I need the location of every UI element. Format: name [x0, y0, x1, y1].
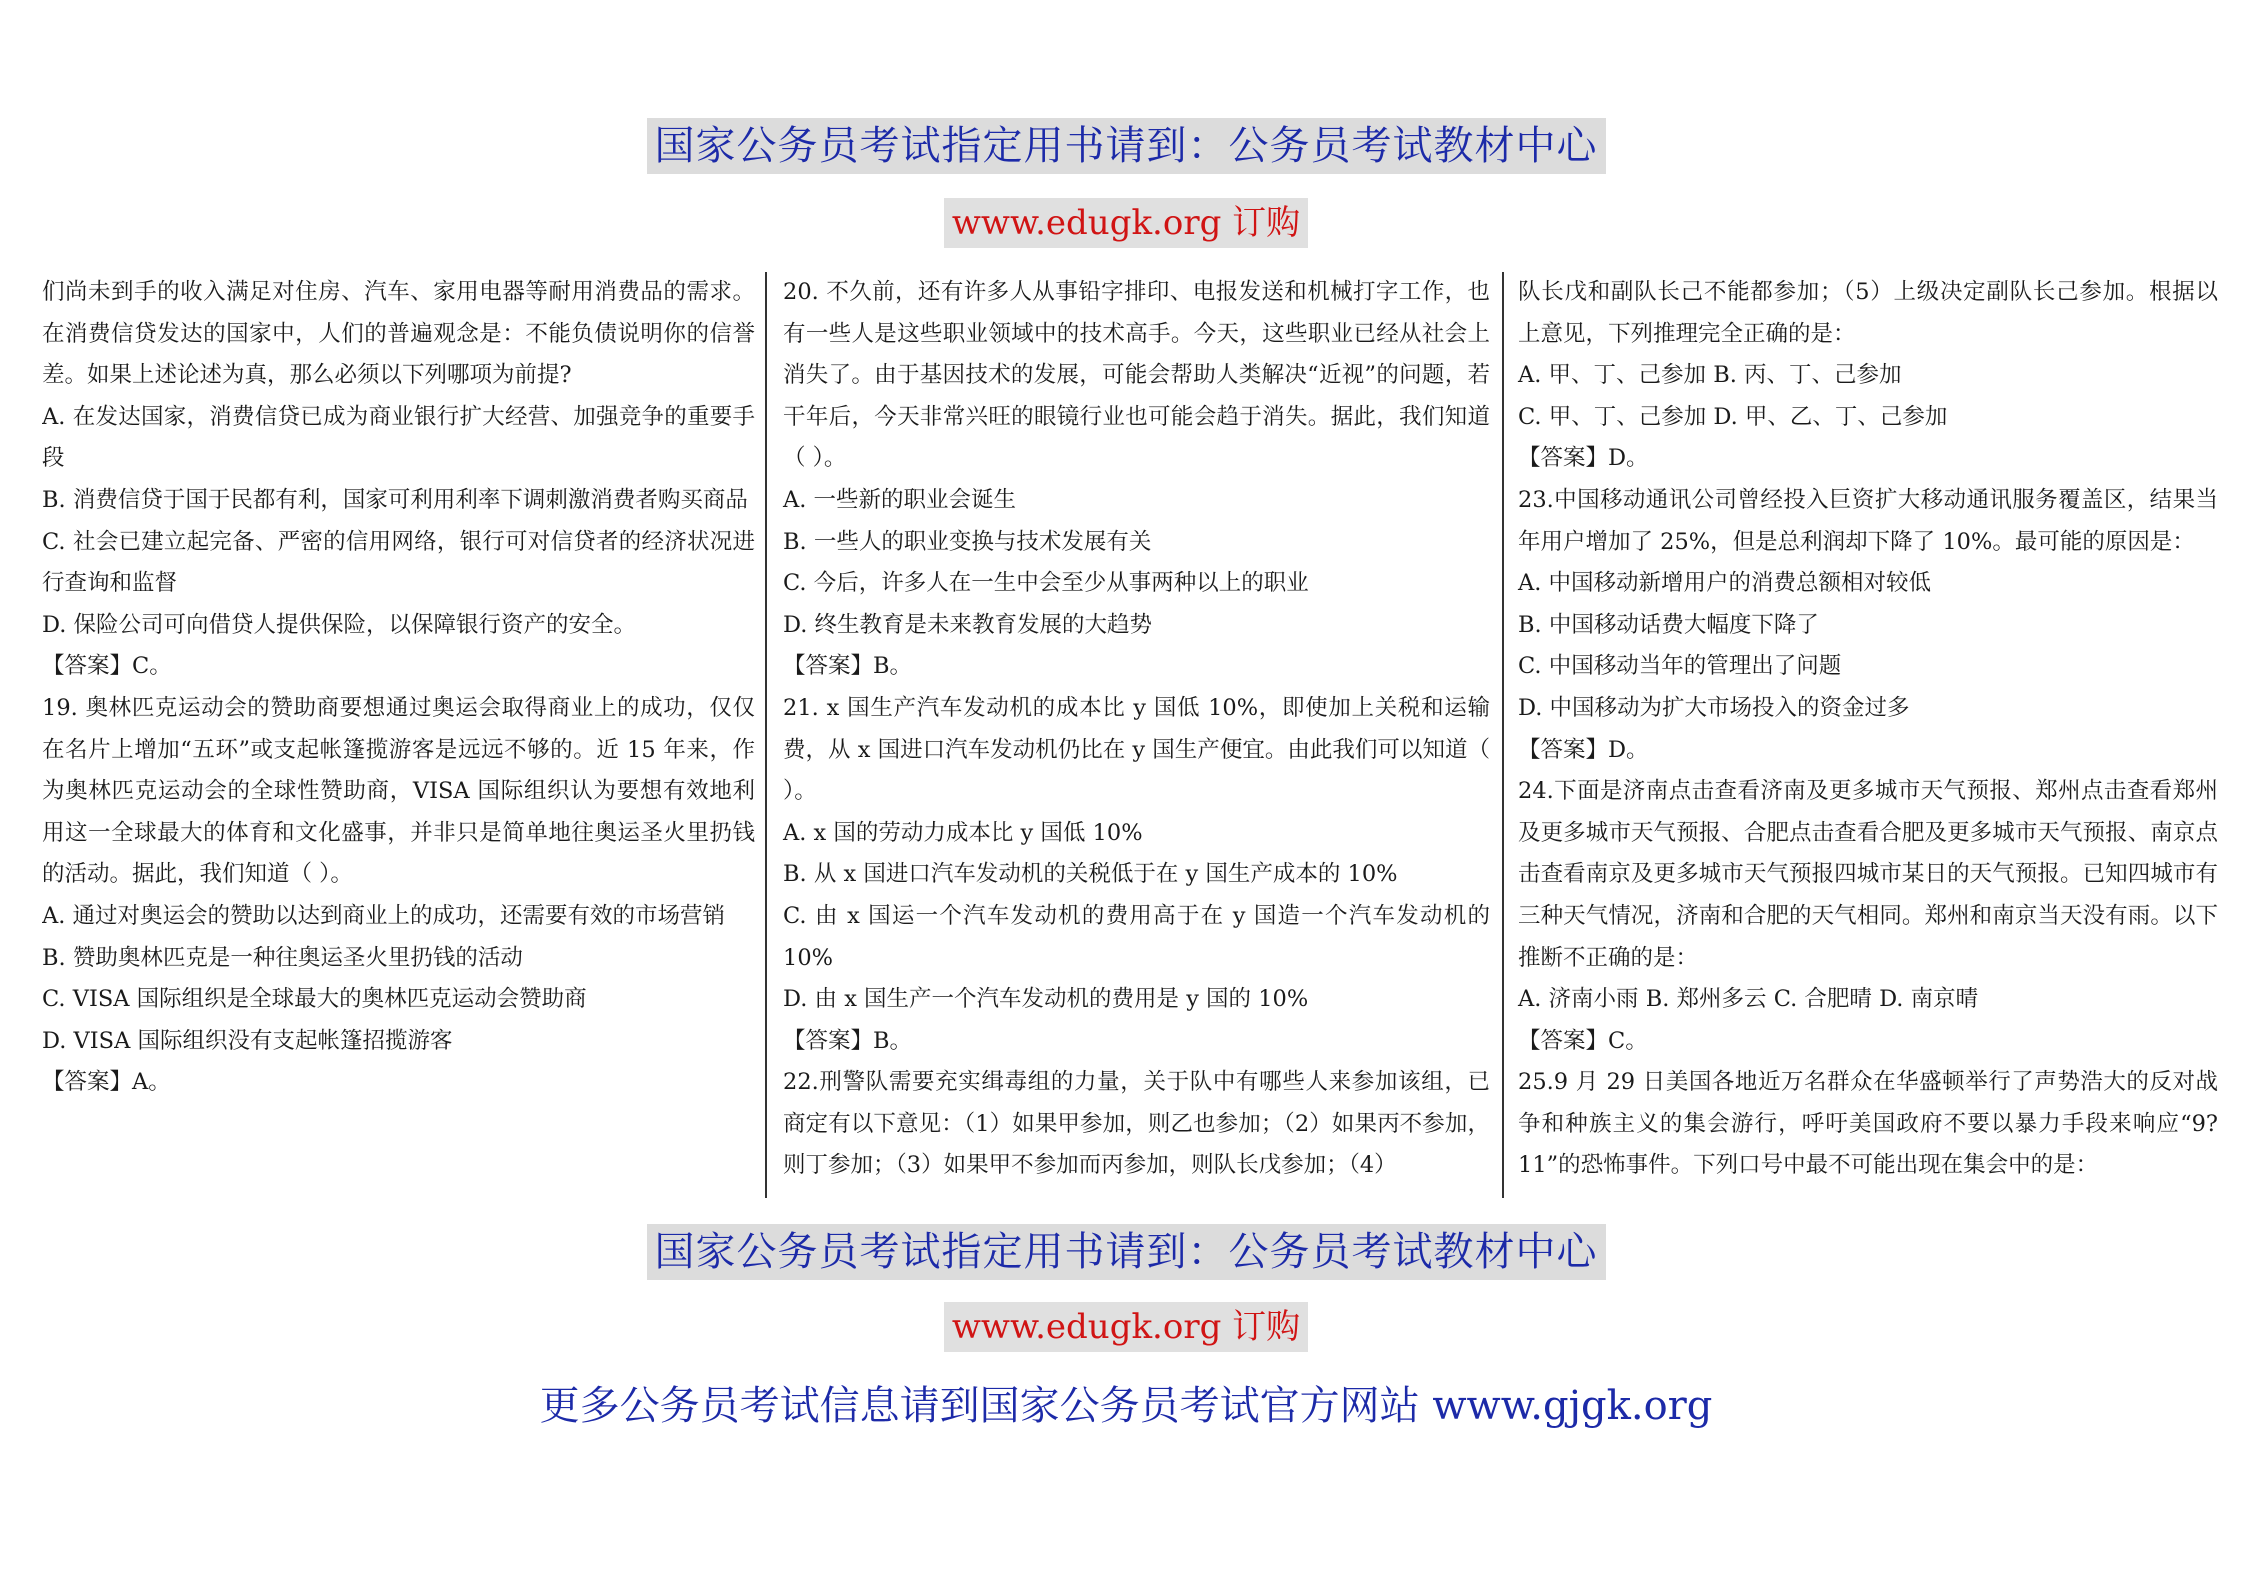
paragraph: 22.刑警队需要充实缉毒组的力量，关于队中有哪些人来参加该组，已商定有以下意见：（1）如果甲参加，则乙也参加；（2）如果丙不参加，则丁参加；（3）如果甲不参加而丙参加，则队长戊参加；（4） — [783, 1069, 1490, 1179]
paragraph: D. 终生教育是未来教育发展的大趋势 — [783, 611, 1153, 638]
paragraph: D. 保险公司可向借贷人提供保险，以保障银行资产的安全。 — [42, 611, 637, 638]
paragraph: 24.下面是济南点击查看济南及更多城市天气预报、郑州点击查看郑州及更多城市天气预报、合肥点击查看合肥及更多城市天气预报、南京点击查看南京及更多城市天气预报四城市某日的天气预报。已知四城市有三种天气情况，济南和合肥的天气相同。郑州和南京当天没有雨。以下推断不正确的是： — [1518, 778, 2218, 971]
paragraph: 【答案】D。 — [1518, 445, 1649, 472]
paragraph: A. 甲、丁、己参加 B. 丙、丁、己参加 — [1518, 362, 1902, 389]
paragraph: 队长戊和副队长己不能都参加；（5）上级决定副队长己参加。根据以上意见，下列推理完全正确的是： — [1518, 279, 2218, 347]
paragraph: A. 济南小雨 B. 郑州多云 C. 合肥晴 D. 南京晴 — [1518, 986, 1979, 1013]
footer-more-info-link[interactable]: 更多公务员考试信息请到国家公务员考试官方网站 www.gjgk.org — [539, 1383, 1713, 1429]
header-title: 国家公务员考试指定用书请到：公务员考试教材中心 — [647, 118, 1606, 174]
header-url-banner — [0, 198, 2252, 248]
question-columns — [42, 272, 2222, 1198]
paragraph: 【答案】C。 — [1518, 1027, 1648, 1054]
paragraph: B. 一些人的职业变换与技术发展有关 — [783, 528, 1152, 555]
paragraph: 19. 奥林匹克运动会的赞助商要想通过奥运会取得商业上的成功，仅仅在名片上增加“五环”或支起帐篷揽游客是远远不够的。近 15 年来，作为奥林匹克运动会的全球性赞助商，VISA 国际组织认为要想有效地利用这一全球最大的体育和文化盛事，并非只是简单地往奥运圣火里扔钱的活动。据此，我们知道（ ）。 — [42, 694, 755, 888]
paragraph: 23.中国移动通讯公司曾经投入巨资扩大移动通讯服务覆盖区，结果当年用户增加了 25%，但是总利润却下降了 10%。最可能的原因是： — [1518, 486, 2218, 555]
paragraph: A. x 国的劳动力成本比 y 国低 10% — [783, 819, 1143, 846]
paragraph: B. 消费信贷于国于民都有利，国家可利用利率下调刺激消费者购买商品 — [42, 486, 748, 513]
paragraph: 25.9 月 29 日美国各地近万名群众在华盛顿举行了声势浩大的反对战争和种族主义的集会游行，呼吁美国政府不要以暴力手段来响应“9?11”的恐怖事件。下列口号中最不可能出现在集会中的是： — [1518, 1069, 2218, 1179]
paragraph: B. 中国移动话费大幅度下降了 — [1518, 611, 1819, 638]
paragraph: D. 由 x 国生产一个汽车发动机的费用是 y 国的 10% — [783, 986, 1309, 1013]
paragraph: A. 在发达国家，消费信贷已成为商业银行扩大经营、加强竞争的重要手段 — [42, 403, 755, 472]
paragraph: 20. 不久前，还有许多人从事铅字排印、电报发送和机械打字工作，也有一些人是这些职业领域中的技术高手。今天，这些职业已经从社会上消失了。由于基因技术的发展，可能会帮助人类解决“近视”的问题，若干年后，今天非常兴旺的眼镜行业也可能会趋于消失。据此，我们知道（ ）。 — [783, 279, 1490, 472]
paragraph: B. 从 x 国进口汽车发动机的关税低于在 y 国生产成本的 10% — [783, 861, 1398, 888]
paragraph: B. 赞助奥林匹克是一种往奥运圣火里扔钱的活动 — [42, 944, 523, 971]
paragraph: 【答案】B。 — [783, 653, 913, 680]
header-url-link[interactable]: www.edugk.org 订购 — [944, 198, 1308, 248]
footer-more-info-banner — [0, 1378, 2252, 1434]
paragraph: D. 中国移动为扩大市场投入的资金过多 — [1518, 694, 1910, 721]
paragraph: 21. x 国生产汽车发动机的成本比 y 国低 10%，即使加上关税和运输费，从 x 国进口汽车发动机仍比在 y 国生产便宜。由此我们可以知道（ ）。 — [783, 694, 1490, 805]
footer-url-banner — [0, 1302, 2252, 1352]
paragraph: 【答案】B。 — [783, 1027, 913, 1054]
footer-url-link[interactable]: www.edugk.org 订购 — [944, 1302, 1308, 1352]
paragraph: C. VISA 国际组织是全球最大的奥林匹克运动会赞助商 — [42, 986, 587, 1013]
footer-title-banner — [0, 1224, 2252, 1280]
paragraph: C. 由 x 国运一个汽车发动机的费用高于在 y 国造一个汽车发动机的 10% — [783, 902, 1490, 971]
column-3 — [1502, 272, 2222, 1198]
paragraph: 【答案】A。 — [42, 1069, 171, 1096]
paragraph: C. 甲、丁、己参加 D. 甲、乙、丁、己参加 — [1518, 403, 1948, 430]
paragraph: C. 中国移动当年的管理出了问题 — [1518, 653, 1842, 680]
column-1 — [42, 272, 765, 1198]
paragraph: A. 一些新的职业会诞生 — [783, 486, 1017, 513]
header-title-banner — [0, 118, 2252, 174]
paragraph: C. 社会已建立起完备、严密的信用网络，银行可对信贷者的经济状况进行查询和监督 — [42, 528, 755, 597]
paragraph: 们尚未到手的收入满足对住房、汽车、家用电器等耐用消费品的需求。在消费信贷发达的国家中，人们的普遍观念是：不能负债说明你的信誉差。如果上述论述为真，那么必须以下列哪项为前提? — [42, 279, 755, 389]
paragraph: 【答案】D。 — [1518, 736, 1649, 763]
column-2 — [765, 272, 1502, 1198]
paragraph: 【答案】C。 — [42, 653, 172, 680]
paragraph: A. 中国移动新增用户的消费总额相对较低 — [1518, 570, 1932, 597]
paragraph: C. 今后，许多人在一生中会至少从事两种以上的职业 — [783, 570, 1309, 597]
paragraph: D. VISA 国际组织没有支起帐篷招揽游客 — [42, 1027, 453, 1054]
paragraph: A. 通过对奥运会的赞助以达到商业上的成功，还需要有效的市场营销 — [42, 902, 726, 929]
footer-title: 国家公务员考试指定用书请到：公务员考试教材中心 — [647, 1224, 1606, 1280]
